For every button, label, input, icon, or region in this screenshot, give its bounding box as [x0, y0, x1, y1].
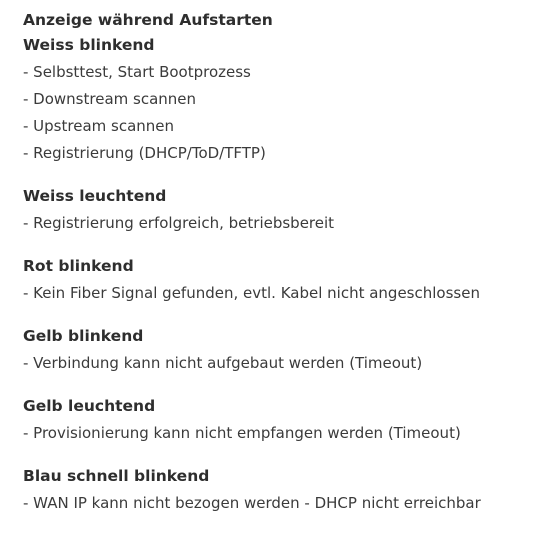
section-gelb-blinkend [23, 323, 541, 377]
section-heading: Rot blinkend [23, 257, 134, 275]
section-weiss-leuchtend [23, 183, 541, 237]
list-item: - Selbsttest, Start Bootprozess [23, 63, 251, 81]
section-heading: Gelb leuchtend [23, 397, 156, 415]
section-blau-schnell-blinkend [23, 463, 541, 517]
list-item: - Downstream scannen [23, 90, 197, 108]
list-item: - Upstream scannen [23, 117, 175, 135]
section-heading: Weiss blinkend [23, 36, 155, 54]
list-item: - Registrierung (DHCP/ToD/TFTP) [23, 144, 266, 162]
section-heading: Weiss leuchtend [23, 187, 167, 205]
list-item: - Kein Fiber Signal gefunden, evtl. Kabel nicht angeschlossen [23, 284, 480, 302]
document-title: Anzeige während Aufstarten [23, 11, 273, 29]
list-item: - Provisionierung kann nicht empfangen werden (Timeout) [23, 424, 461, 442]
section-gelb-leuchtend [23, 393, 541, 447]
list-item: - Registrierung erfolgreich, betriebsbereit [23, 214, 335, 232]
list-item: - WAN IP kann nicht bezogen werden - DHCP nicht erreichbar [23, 494, 481, 512]
section-heading: Blau schnell blinkend [23, 467, 210, 485]
section-rot-blinkend [23, 253, 541, 307]
list-item: - Verbindung kann nicht aufgebaut werden (Timeout) [23, 354, 423, 372]
section-heading: Gelb blinkend [23, 327, 144, 345]
section-weiss-blinkend [23, 32, 541, 167]
